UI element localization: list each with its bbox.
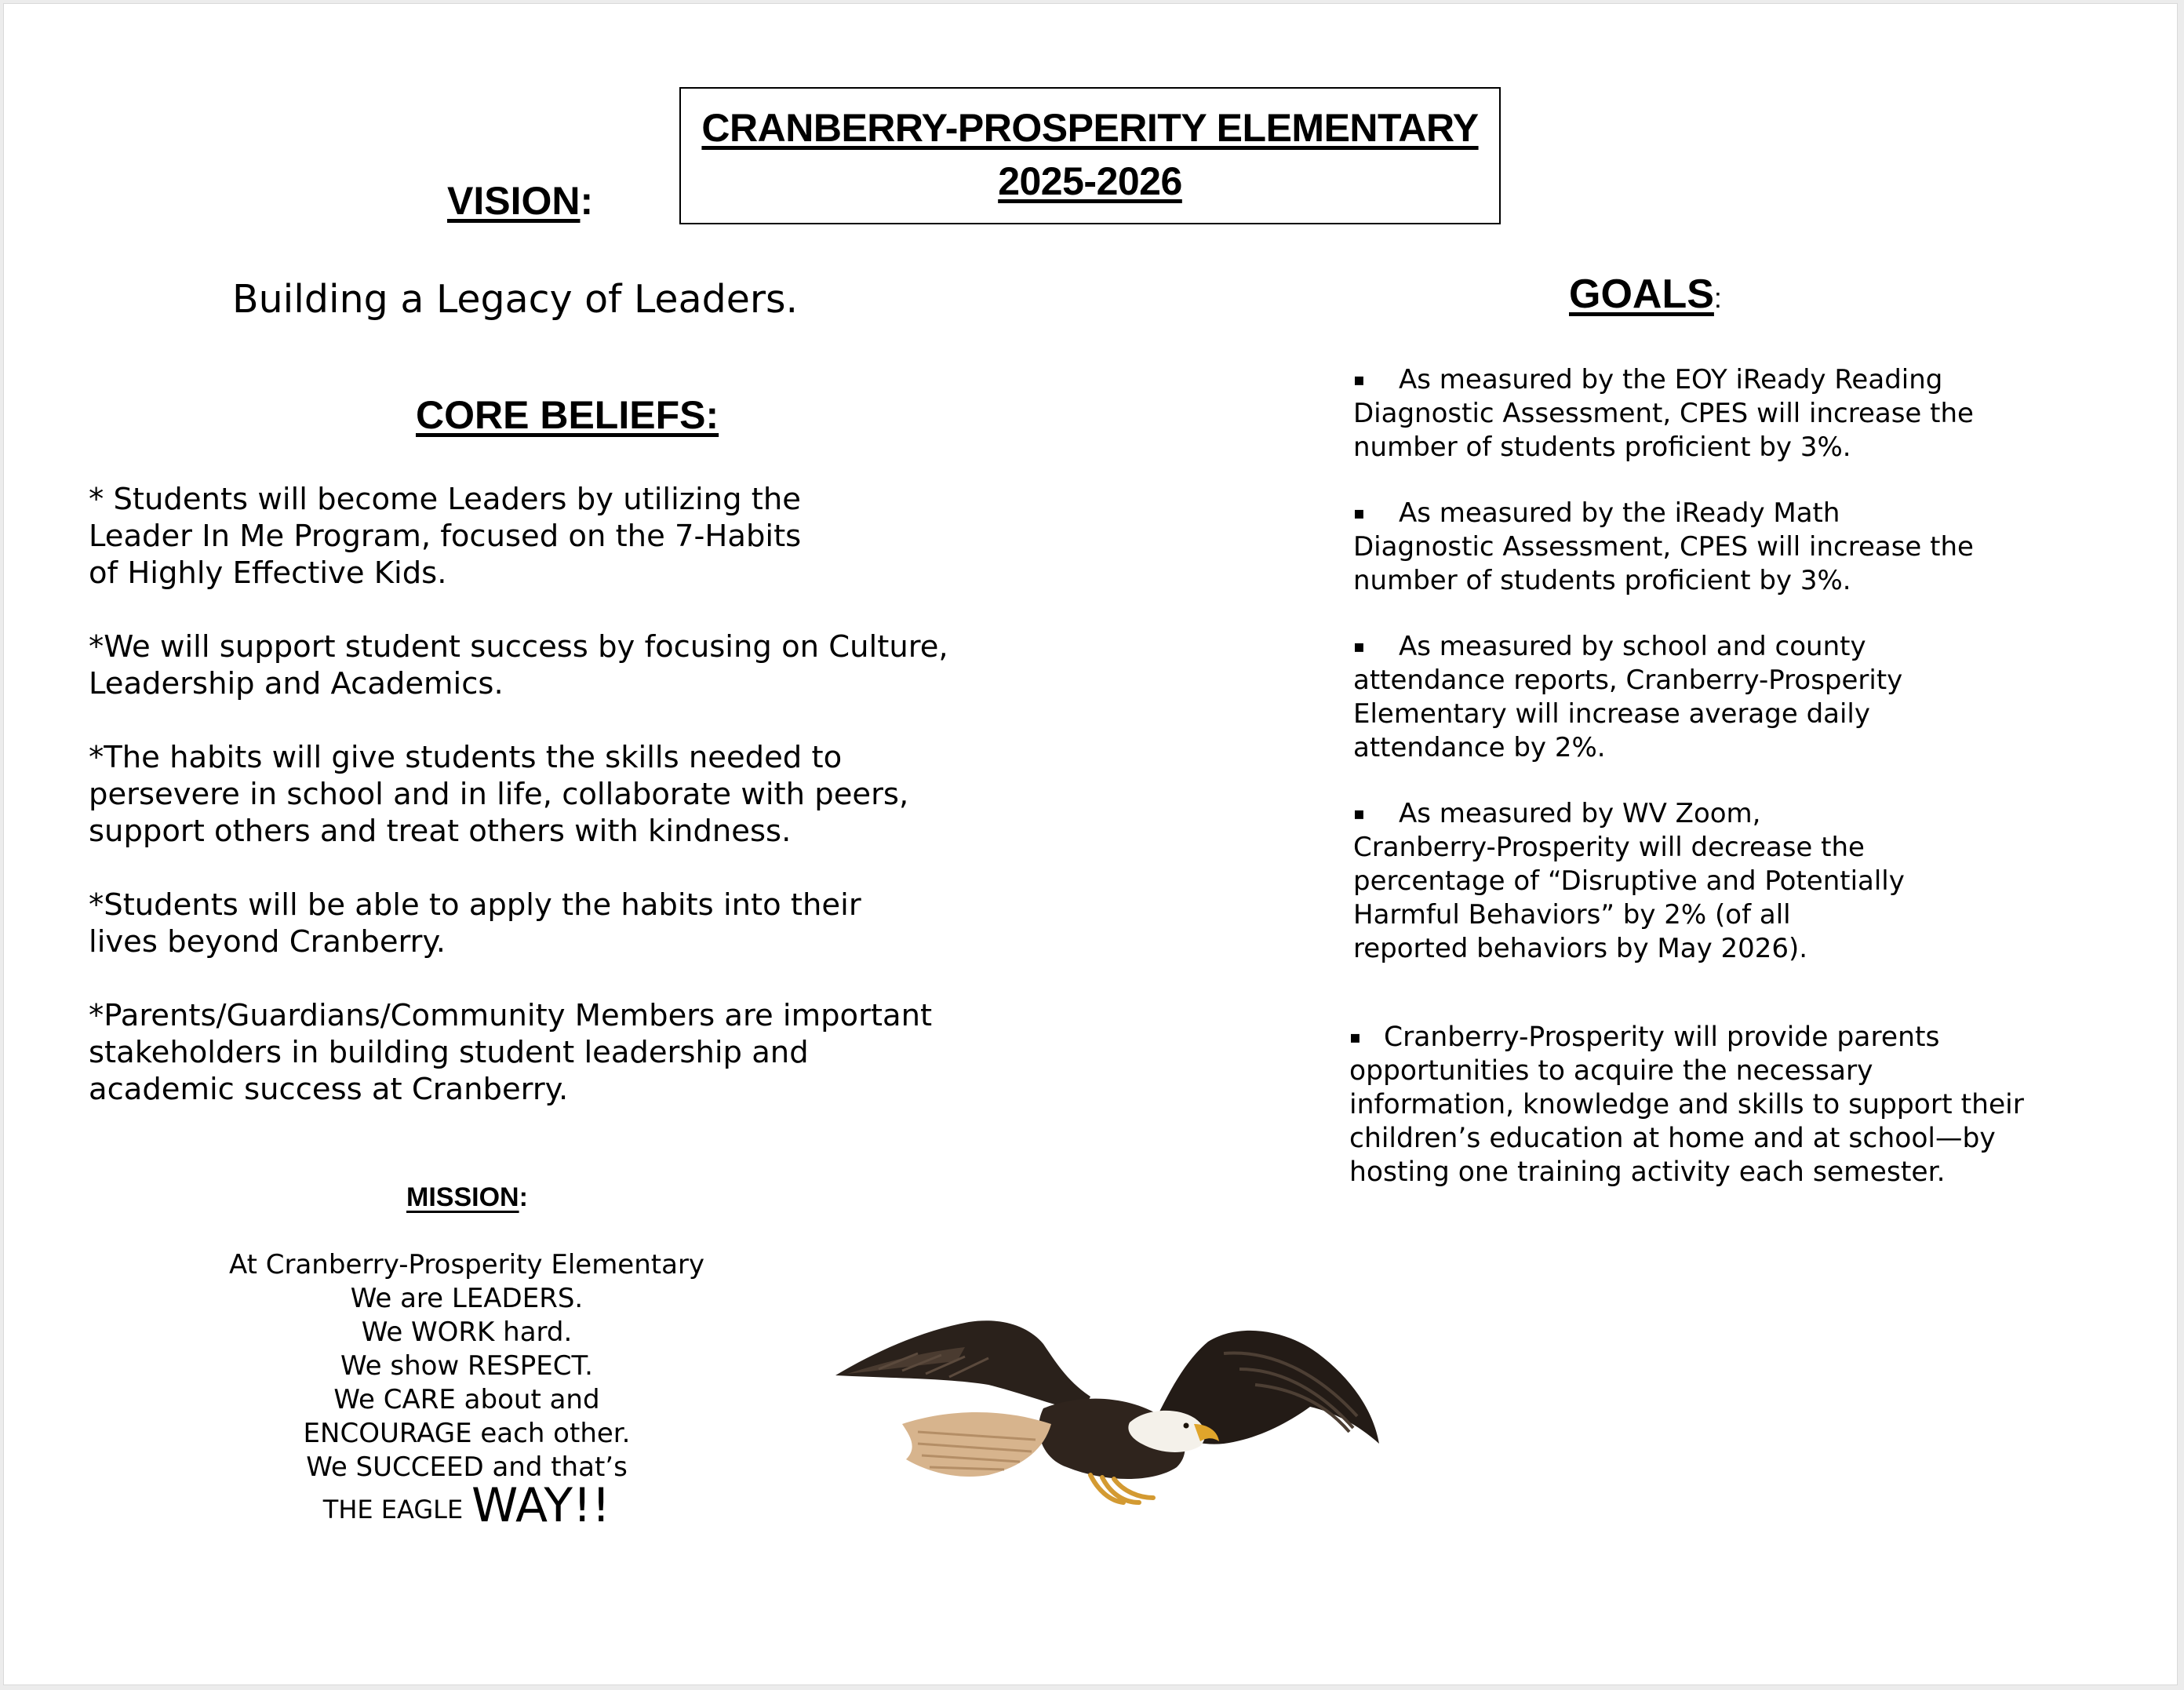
- mission-heading-colon: :: [519, 1182, 528, 1212]
- mission-line: We are LEADERS.: [350, 1283, 584, 1314]
- mission-line: ENCOURAGE each other.: [303, 1418, 631, 1449]
- title-box: [679, 87, 1501, 224]
- mission-heading: [406, 1182, 528, 1213]
- goal-item-parents: [1349, 1021, 2055, 1189]
- mission-line: At Cranberry-Prosperity Elementary: [228, 1249, 705, 1280]
- goals-heading-label: GOALS: [1569, 271, 1714, 317]
- mission-statement: [192, 1248, 741, 1533]
- mission-line: We CARE about and: [333, 1384, 600, 1415]
- vision-heading-colon: :: [580, 179, 594, 223]
- goals-heading-colon: :: [1713, 282, 1722, 314]
- goal-text: As measured by the iReady Math Diagnostic Assessment, CPES will increase the number of students proficient by 3%.: [1353, 497, 1974, 596]
- bald-eagle-icon: [832, 1306, 1381, 1526]
- mission-line: We WORK hard.: [361, 1317, 573, 1348]
- vision-statement: Building a Legacy of Leaders.: [232, 277, 799, 322]
- school-year: 2025-2026: [998, 159, 1182, 203]
- mission-line: We show RESPECT.: [340, 1350, 593, 1382]
- core-beliefs-heading: CORE BELIEFS:: [416, 393, 719, 437]
- goal-text: As measured by school and county attendance reports, Cranberry-Prosperity Elementary will increase average daily attendance by 2%.: [1353, 631, 1903, 763]
- belief-item: *Students will be able to apply the habits into their lives beyond Cranberry.: [89, 887, 861, 960]
- goal-text: As measured by the EOY iReady Reading Diagnostic Assessment, CPES will increase the number of students proficient by 3%.: [1353, 364, 1974, 463]
- goal-text: As measured by WV Zoom, Cranberry-Prosperity will decrease the percentage of “Disruptive and Potentially Harmful Behaviors” by 2% (of all reported behaviors by May 2026).: [1353, 798, 1905, 964]
- goals-list: [1353, 363, 2044, 998]
- goal-item: [1353, 797, 2044, 966]
- vision-heading: [447, 178, 593, 224]
- mission-heading-label: MISSION: [406, 1182, 519, 1212]
- mission-line: We SUCCEED and that’s: [306, 1451, 628, 1483]
- school-name: CRANBERRY-PROSPERITY ELEMENTARY: [701, 106, 1479, 150]
- mission-closing-small: THE EAGLE: [322, 1495, 464, 1524]
- vision-heading-label: VISION: [447, 179, 581, 223]
- goal-item: [1353, 363, 2044, 464]
- mission-closing-big: WAY!!: [471, 1478, 611, 1533]
- belief-item: *The habits will give students the skills needed to persevere in school and in life, collaborate with peers, support others and treat others with kindness.: [89, 740, 909, 849]
- square-bullet-icon: ▪: [1353, 637, 1365, 657]
- belief-item: *We will support student success by focusing on Culture, Leadership and Academics.: [89, 629, 948, 701]
- goal-text: Cranberry-Prosperity will provide parents opportunities to acquire the necessary information, knowledge and skills to support their children’s education at home and at school—by hosting one training activity each semester.: [1349, 1022, 2024, 1188]
- core-beliefs-list: [89, 481, 975, 1145]
- square-bullet-icon: ▪: [1353, 804, 1365, 824]
- goals-heading: [1569, 271, 1722, 318]
- mission-closing: [192, 1478, 741, 1533]
- document-page: [3, 3, 2178, 1685]
- belief-item: *Parents/Guardians/Community Members are important stakeholders in building student leadership and academic success at Cranberry.: [89, 998, 933, 1107]
- square-bullet-icon: ▪: [1353, 504, 1365, 523]
- goal-item: [1353, 630, 2044, 765]
- goal-item: [1353, 497, 2044, 598]
- belief-item: * Students will become Leaders by utilizing the Leader In Me Program, focused on the 7-Habits of Highly Effective Kids.: [89, 482, 802, 591]
- square-bullet-icon: ▪: [1353, 370, 1365, 390]
- square-bullet-icon: ▪: [1349, 1028, 1361, 1047]
